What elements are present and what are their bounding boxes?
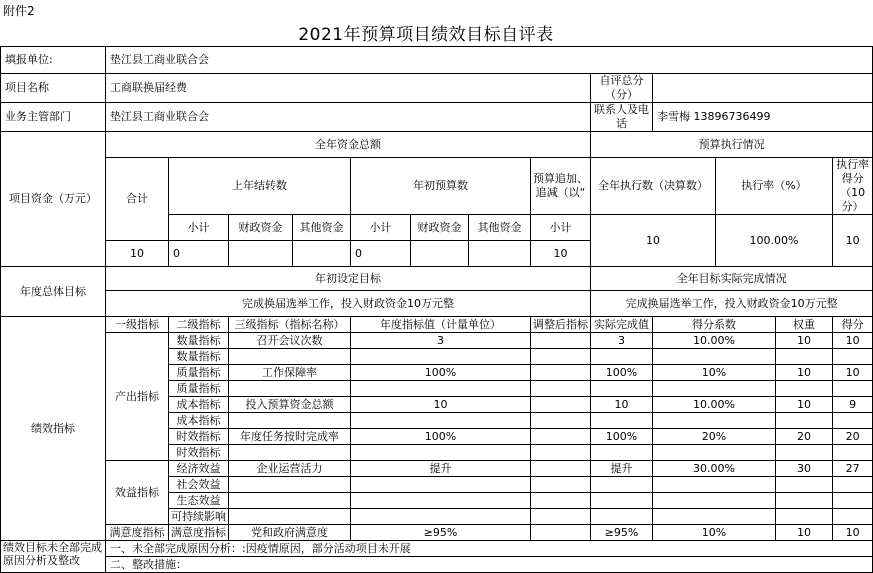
footer-measures: 二、整改措施： <box>106 557 873 573</box>
indicator-adjusted <box>531 493 591 509</box>
indicator-l3 <box>229 381 351 397</box>
attachment-label: 附件2 <box>3 4 35 18</box>
benefit-indicator-label: 效益指标 <box>106 461 169 525</box>
indicator-target <box>351 413 531 429</box>
funds-exec-rate-header: 执行率（%） <box>716 158 833 215</box>
indicator-row <box>1 525 873 541</box>
init-subtotal-value: 0 <box>351 241 411 267</box>
init-other-value <box>469 241 531 267</box>
indicator-l2: 成本指标 <box>169 413 229 429</box>
indicator-target <box>351 509 531 525</box>
exec-rate-value: 100.00% <box>716 215 833 267</box>
indicator-adjusted <box>531 381 591 397</box>
indicator-score <box>833 445 873 461</box>
project-value: 工商联换届经费 <box>106 74 591 103</box>
goals-actual-text: 完成换届选举工作，投入财政资金10万元整 <box>591 291 873 317</box>
init-fiscal-value <box>411 241 469 267</box>
carry-other-header: 其他资金 <box>293 215 351 241</box>
footer-label: 绩效目标未全部完成原因分析及整改 <box>1 541 106 573</box>
indicator-l3: 企业运营活力 <box>229 461 351 477</box>
indicator-target: 100% <box>351 365 531 381</box>
indicator-target: 3 <box>351 333 531 349</box>
indicator-actual <box>591 413 653 429</box>
indicator-coef <box>653 477 776 493</box>
indicator-weight <box>776 381 833 397</box>
indicator-score <box>833 493 873 509</box>
init-subtotal-header: 小计 <box>351 215 411 241</box>
indicator-target: 100% <box>351 429 531 445</box>
indicator-l2: 满意度指标 <box>169 525 229 541</box>
adjust-subtotal-header: 小计 <box>531 215 591 241</box>
contact-value: 李雪梅 13896736499 <box>653 103 873 132</box>
init-fiscal-header: 财政资金 <box>411 215 469 241</box>
indicator-adjusted <box>531 445 591 461</box>
funds-sum-header: 合计 <box>106 158 169 241</box>
indicator-adjusted <box>531 333 591 349</box>
carry-fiscal-value <box>229 241 293 267</box>
funds-total-header: 全年资金总额 <box>106 132 591 158</box>
goals-actual-header: 全年目标实际完成情况 <box>591 267 873 291</box>
indicator-coef <box>653 349 776 365</box>
indicator-l2: 质量指标 <box>169 381 229 397</box>
indicator-score <box>833 381 873 397</box>
satisfaction-indicator-label: 满意度指标 <box>106 525 169 541</box>
funds-exec-score-header: 执行率得分（10分） <box>833 158 873 215</box>
indicator-coef <box>653 509 776 525</box>
indicator-adjusted <box>531 477 591 493</box>
indicator-l2: 社会效益 <box>169 477 229 493</box>
adjust-value: 10 <box>531 241 591 267</box>
indicator-l3: 年度任务按时完成率 <box>229 429 351 445</box>
indicator-coef: 10.00% <box>653 397 776 413</box>
indicator-weight <box>776 445 833 461</box>
indicator-weight: 10 <box>776 365 833 381</box>
indicator-weight: 20 <box>776 429 833 445</box>
ind-header-l2: 二级指标 <box>169 317 229 333</box>
indicator-l2: 成本指标 <box>169 397 229 413</box>
indicator-adjusted <box>531 349 591 365</box>
ind-header-adjusted: 调整后指标 <box>531 317 591 333</box>
carry-other-value <box>293 241 351 267</box>
indicator-adjusted <box>531 413 591 429</box>
indicator-coef: 20% <box>653 429 776 445</box>
funds-adjust-header: 预算追加、追减（以“ <box>531 158 591 215</box>
indicator-l3 <box>229 349 351 365</box>
indicator-coef <box>653 381 776 397</box>
indicator-l2: 可持续影响 <box>169 509 229 525</box>
ind-header-l3: 三级指标（指标名称） <box>229 317 351 333</box>
indicator-row <box>1 333 873 349</box>
indicator-actual: 3 <box>591 333 653 349</box>
ind-header-l1: 一级指标 <box>106 317 169 333</box>
indicator-score <box>833 477 873 493</box>
indicator-coef <box>653 413 776 429</box>
indicator-adjusted <box>531 509 591 525</box>
indicator-actual <box>591 349 653 365</box>
indicator-coef: 10% <box>653 525 776 541</box>
indicator-l3 <box>229 413 351 429</box>
indicator-coef <box>653 445 776 461</box>
indicator-l2: 数量指标 <box>169 349 229 365</box>
indicator-adjusted <box>531 397 591 413</box>
indicator-l3: 工作保障率 <box>229 365 351 381</box>
selfscore-label: 自评总分（分） <box>591 74 653 103</box>
indicator-actual <box>591 445 653 461</box>
indicator-l3: 投入预算资金总额 <box>229 397 351 413</box>
indicator-adjusted <box>531 429 591 445</box>
indicator-coef: 30.00% <box>653 461 776 477</box>
funds-exec-header: 预算执行情况 <box>591 132 873 158</box>
indicator-weight: 10 <box>776 397 833 413</box>
indicator-actual: 100% <box>591 429 653 445</box>
indicator-weight <box>776 349 833 365</box>
indicator-l3 <box>229 493 351 509</box>
funds-row-label: 项目资金（万元） <box>1 132 106 267</box>
contact-label: 联系人及电话 <box>591 103 653 132</box>
indicator-actual <box>591 477 653 493</box>
indicator-target <box>351 349 531 365</box>
indicator-coef: 10% <box>653 365 776 381</box>
indicator-target: 提升 <box>351 461 531 477</box>
indicator-l3: 召开会议次数 <box>229 333 351 349</box>
indicator-score: 10 <box>833 333 873 349</box>
indicator-score <box>833 413 873 429</box>
indicator-l3 <box>229 477 351 493</box>
indicator-actual: 100% <box>591 365 653 381</box>
indicator-actual: 提升 <box>591 461 653 477</box>
ind-header-actual: 实际完成值 <box>591 317 653 333</box>
dept-value: 垫江县工商业联合会 <box>106 103 591 132</box>
carry-fiscal-header: 财政资金 <box>229 215 293 241</box>
indicator-row <box>1 461 873 477</box>
selfscore-value <box>653 74 873 103</box>
indicator-l2: 经济效益 <box>169 461 229 477</box>
indicator-coef <box>653 493 776 509</box>
init-other-header: 其他资金 <box>469 215 531 241</box>
indicator-weight: 10 <box>776 525 833 541</box>
unit-label: 填报单位: <box>1 47 106 74</box>
page-title: 2021年预算项目绩效目标自评表 <box>298 25 554 45</box>
indicator-target <box>351 445 531 461</box>
indicator-l3: 党和政府满意度 <box>229 525 351 541</box>
indicator-target: 10 <box>351 397 531 413</box>
exec-score-value: 10 <box>833 215 873 267</box>
indicator-weight <box>776 413 833 429</box>
indicator-weight <box>776 509 833 525</box>
goals-set-header: 年初设定目标 <box>106 267 591 291</box>
indicator-score: 27 <box>833 461 873 477</box>
funds-exec-amount-header: 全年执行数（决算数） <box>591 158 716 215</box>
indicator-l3 <box>229 445 351 461</box>
carry-subtotal-header: 小计 <box>169 215 229 241</box>
indicator-target <box>351 493 531 509</box>
indicator-target <box>351 477 531 493</box>
indicator-l2: 生态效益 <box>169 493 229 509</box>
indicator-l2: 时效指标 <box>169 429 229 445</box>
evaluation-table <box>0 46 873 573</box>
indicator-target: ≥95% <box>351 525 531 541</box>
indicator-l2: 数量指标 <box>169 333 229 349</box>
indicator-score: 10 <box>833 525 873 541</box>
indicator-actual <box>591 493 653 509</box>
indicator-score: 10 <box>833 365 873 381</box>
funds-carryover-header: 上年结转数 <box>169 158 351 215</box>
indicator-actual: ≥95% <box>591 525 653 541</box>
indicator-score <box>833 509 873 525</box>
carry-subtotal-value: 0 <box>169 241 229 267</box>
indicator-score: 9 <box>833 397 873 413</box>
exec-amount-value: 10 <box>591 215 716 267</box>
ind-header-target: 年度指标值（计量单位） <box>351 317 531 333</box>
indicator-actual: 10 <box>591 397 653 413</box>
indicators-row-label: 绩效指标 <box>1 317 106 541</box>
indicator-weight: 30 <box>776 461 833 477</box>
project-label: 项目名称 <box>1 74 106 103</box>
indicator-actual <box>591 509 653 525</box>
indicator-adjusted <box>531 525 591 541</box>
ind-header-coef: 得分系数 <box>653 317 776 333</box>
dept-label: 业务主管部门 <box>1 103 106 132</box>
output-indicator-label: 产出指标 <box>106 333 169 461</box>
indicator-score <box>833 349 873 365</box>
indicator-weight <box>776 477 833 493</box>
funds-initial-header: 年初预算数 <box>351 158 531 215</box>
ind-header-score: 得分 <box>833 317 873 333</box>
indicator-actual <box>591 381 653 397</box>
indicator-l2: 时效指标 <box>169 445 229 461</box>
footer-reason: 一、未全部完成原因分析：:因疫情原因，部分活动项目未开展 <box>106 541 873 557</box>
goals-row-label: 年度总体目标 <box>1 267 106 317</box>
sum-value: 10 <box>106 241 169 267</box>
indicator-weight <box>776 493 833 509</box>
indicator-adjusted <box>531 461 591 477</box>
indicator-target <box>351 381 531 397</box>
indicator-score: 20 <box>833 429 873 445</box>
indicator-weight: 10 <box>776 333 833 349</box>
indicator-coef: 10.00% <box>653 333 776 349</box>
indicator-adjusted <box>531 365 591 381</box>
goals-set-text: 完成换届选举工作，投入财政资金10万元整 <box>106 291 591 317</box>
indicator-l3 <box>229 509 351 525</box>
indicator-l2: 质量指标 <box>169 365 229 381</box>
unit-value: 垫江县工商业联合会 <box>106 47 873 74</box>
ind-header-weight: 权重 <box>776 317 833 333</box>
